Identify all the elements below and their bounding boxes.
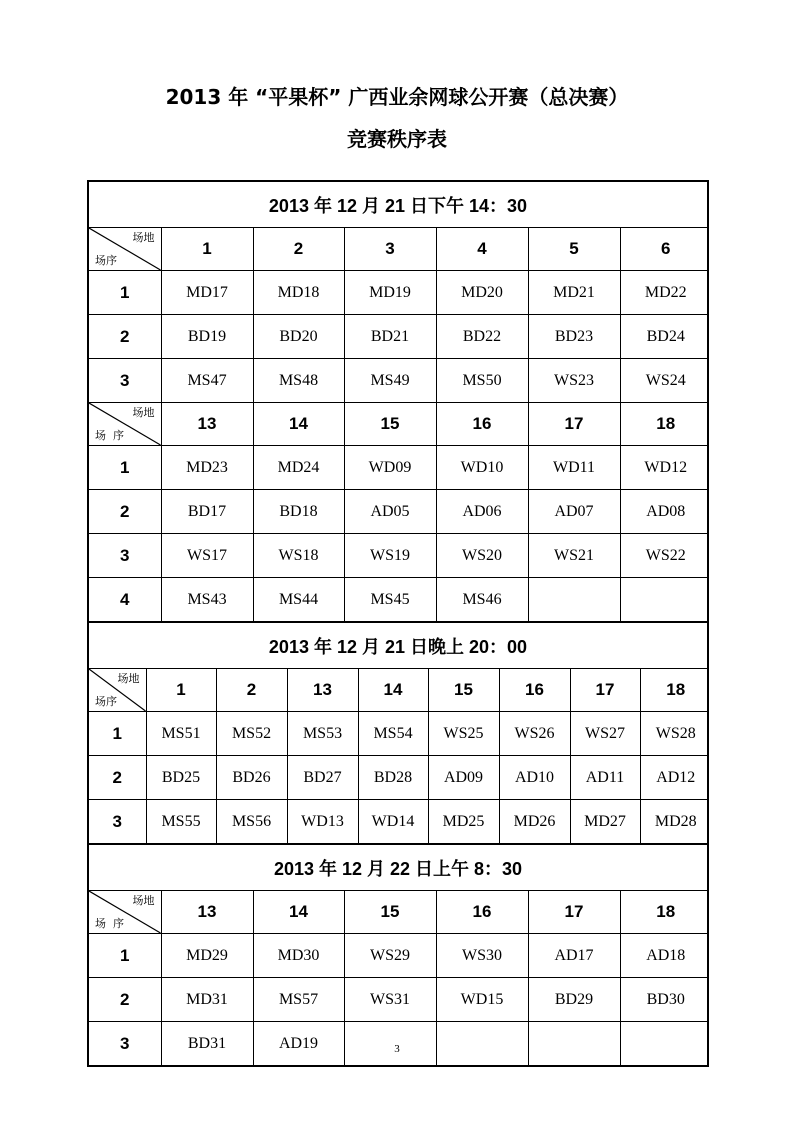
match-order: 1: [89, 934, 161, 978]
court-numbers-row: [89, 228, 708, 271]
match-code-cell: WD11: [528, 446, 620, 490]
match-code-cell: MD18: [253, 271, 344, 315]
match-code-cell: BD27: [287, 756, 358, 800]
court-numbers-row: [89, 669, 708, 712]
table-row: [89, 578, 708, 622]
match-code-cell: MD17: [161, 271, 253, 315]
match-order: 2: [89, 315, 161, 359]
match-code-cell: WS21: [528, 534, 620, 578]
match-order: 1: [89, 712, 146, 756]
corner-header: [89, 669, 146, 711]
court-number: 15: [344, 891, 436, 934]
match-code-cell: AD11: [570, 756, 640, 800]
match-code-cell: BD29: [528, 978, 620, 1022]
match-code-cell: WS19: [344, 534, 436, 578]
match-code-cell: WS31: [344, 978, 436, 1022]
corner-header-cell: [89, 403, 161, 446]
table-row: [89, 978, 708, 1022]
schedule-table: [87, 180, 709, 1067]
match-code-cell: AD06: [436, 490, 528, 534]
court-number: 2: [216, 669, 287, 712]
match-order: 3: [89, 534, 161, 578]
match-code-cell: BD20: [253, 315, 344, 359]
table-row: [89, 712, 708, 756]
match-code-cell: WS29: [344, 934, 436, 978]
match-code-cell: WS23: [528, 359, 620, 403]
match-code-cell: AD10: [499, 756, 570, 800]
court-header-row: [88, 891, 708, 1067]
match-code-cell: AD12: [640, 756, 708, 800]
match-code-cell: MS44: [253, 578, 344, 622]
match-code-cell: MD26: [499, 800, 570, 844]
match-code-cell: AD17: [528, 934, 620, 978]
match-code-cell: BD31: [161, 1022, 253, 1066]
empty-cell: [528, 578, 620, 622]
court-number: 18: [640, 669, 708, 712]
court-number: 14: [253, 403, 344, 446]
match-code-cell: MD23: [161, 446, 253, 490]
court-number: 13: [287, 669, 358, 712]
court-number: 18: [620, 891, 708, 934]
table-row: [89, 490, 708, 534]
match-code-cell: WD10: [436, 446, 528, 490]
match-code-cell: AD18: [620, 934, 708, 978]
court-number: 16: [436, 891, 528, 934]
session-title: 2013 年 12 月 21 日晚上 20：00: [88, 622, 708, 669]
match-code-cell: MS50: [436, 359, 528, 403]
match-code-cell: MD28: [640, 800, 708, 844]
empty-cell: [620, 578, 708, 622]
session-title-row: [88, 622, 708, 669]
match-order: 3: [89, 1022, 161, 1066]
court-number: 18: [620, 403, 708, 446]
match-code-cell: MS45: [344, 578, 436, 622]
match-code-cell: WS26: [499, 712, 570, 756]
order-axis-label: 场序: [95, 695, 117, 708]
match-code-cell: WD12: [620, 446, 708, 490]
court-block: [89, 228, 708, 402]
match-code-cell: BD24: [620, 315, 708, 359]
court-header-row: [88, 669, 708, 845]
match-code-cell: MS56: [216, 800, 287, 844]
match-order: 3: [89, 359, 161, 403]
match-order: 3: [89, 800, 146, 844]
match-code-cell: MS49: [344, 359, 436, 403]
corner-header: [89, 228, 161, 270]
court-number: 13: [161, 403, 253, 446]
match-code-cell: MS57: [253, 978, 344, 1022]
court-number: 1: [161, 228, 253, 271]
document-subtitle: 竞赛秩序表: [347, 127, 447, 151]
match-code-cell: MS47: [161, 359, 253, 403]
match-code-cell: WD15: [436, 978, 528, 1022]
match-code-cell: AD08: [620, 490, 708, 534]
court-number: 13: [161, 891, 253, 934]
match-code-cell: MD30: [253, 934, 344, 978]
block-container: [88, 669, 708, 845]
court-number: 3: [344, 228, 436, 271]
match-code-cell: BD21: [344, 315, 436, 359]
match-code-cell: BD25: [146, 756, 216, 800]
match-code-cell: WS27: [570, 712, 640, 756]
court-number: 17: [528, 403, 620, 446]
document-title: 2013 年 “平果杯” 广西业余网球公开赛（总决赛）: [165, 85, 629, 109]
court-header-row: [88, 228, 708, 403]
court-block: [89, 669, 708, 843]
court-number: 16: [499, 669, 570, 712]
match-code-cell: WD14: [358, 800, 428, 844]
match-code-cell: MS52: [216, 712, 287, 756]
match-code-cell: BD23: [528, 315, 620, 359]
match-order: 4: [89, 578, 161, 622]
match-code-cell: MD21: [528, 271, 620, 315]
match-code-cell: WS24: [620, 359, 708, 403]
match-code-cell: WS25: [428, 712, 499, 756]
table-row: [89, 359, 708, 403]
session-title-row: [88, 181, 708, 228]
match-code-cell: MS55: [146, 800, 216, 844]
match-code-cell: MS46: [436, 578, 528, 622]
table-row: [89, 756, 708, 800]
court-number: 14: [358, 669, 428, 712]
table-row: [89, 800, 708, 844]
corner-header: [89, 891, 161, 933]
court-number: 14: [253, 891, 344, 934]
table-row: [89, 271, 708, 315]
court-number: 16: [436, 403, 528, 446]
match-order: 2: [89, 490, 161, 534]
match-code-cell: WS18: [253, 534, 344, 578]
court-axis-label: 场地: [132, 406, 155, 419]
table-row: [89, 934, 708, 978]
table-row: [89, 534, 708, 578]
match-code-cell: BD26: [216, 756, 287, 800]
match-code-cell: WD09: [344, 446, 436, 490]
match-code-cell: MD19: [344, 271, 436, 315]
match-code-cell: MS54: [358, 712, 428, 756]
match-code-cell: AD09: [428, 756, 499, 800]
court-numbers-row: [89, 891, 708, 934]
match-order: 1: [89, 446, 161, 490]
match-code-cell: BD28: [358, 756, 428, 800]
match-code-cell: BD19: [161, 315, 253, 359]
match-code-cell: MS51: [146, 712, 216, 756]
session-title: 2013 年 12 月 21 日下午 14：30: [88, 181, 708, 228]
table-row: [89, 446, 708, 490]
court-axis-label: 场地: [117, 672, 140, 685]
session-title: 2013 年 12 月 22 日上午 8：30: [88, 844, 708, 891]
match-code-cell: WS17: [161, 534, 253, 578]
court-number: 1: [146, 669, 216, 712]
court-number: 17: [528, 891, 620, 934]
match-code-cell: MD24: [253, 446, 344, 490]
match-code-cell: MD25: [428, 800, 499, 844]
block-container: [88, 228, 708, 403]
match-code-cell: MS43: [161, 578, 253, 622]
court-axis-label: 场地: [132, 894, 155, 907]
match-code-cell: MD29: [161, 934, 253, 978]
match-code-cell: AD19: [253, 1022, 344, 1066]
match-code-cell: BD22: [436, 315, 528, 359]
page-number: 3: [394, 1043, 400, 1055]
match-code-cell: WD13: [287, 800, 358, 844]
match-order: 2: [89, 978, 161, 1022]
court-block: [89, 403, 708, 621]
match-code-cell: MS48: [253, 359, 344, 403]
corner-header: [89, 403, 161, 445]
court-number: 5: [528, 228, 620, 271]
match-code-cell: WS20: [436, 534, 528, 578]
court-header-row: [88, 403, 708, 623]
corner-header-cell: [89, 669, 146, 712]
match-code-cell: BD18: [253, 490, 344, 534]
match-code-cell: BD17: [161, 490, 253, 534]
court-block: [89, 891, 708, 1065]
match-code-cell: MD27: [570, 800, 640, 844]
session-title-row: [88, 844, 708, 891]
table-row: [89, 315, 708, 359]
court-number: 2: [253, 228, 344, 271]
court-numbers-row: [89, 403, 708, 446]
match-order: 1: [89, 271, 161, 315]
court-number: 17: [570, 669, 640, 712]
match-code-cell: MD31: [161, 978, 253, 1022]
block-container: [88, 403, 708, 623]
match-code-cell: MD22: [620, 271, 708, 315]
match-code-cell: AD07: [528, 490, 620, 534]
court-number: 15: [344, 403, 436, 446]
match-order: 2: [89, 756, 146, 800]
corner-header-cell: [89, 891, 161, 934]
match-code-cell: MS53: [287, 712, 358, 756]
court-number: 6: [620, 228, 708, 271]
court-axis-label: 场地: [132, 231, 155, 244]
court-number: 4: [436, 228, 528, 271]
match-code-cell: MD20: [436, 271, 528, 315]
match-code-cell: WS30: [436, 934, 528, 978]
match-code-cell: WS22: [620, 534, 708, 578]
order-axis-label: 场序: [95, 254, 117, 267]
match-code-cell: BD30: [620, 978, 708, 1022]
match-code-cell: WS28: [640, 712, 708, 756]
order-axis-label: 场 序: [95, 429, 124, 442]
corner-header-cell: [89, 228, 161, 271]
order-axis-label: 场 序: [95, 917, 124, 930]
match-code-cell: AD05: [344, 490, 436, 534]
block-container: [88, 891, 708, 1067]
court-number: 15: [428, 669, 499, 712]
